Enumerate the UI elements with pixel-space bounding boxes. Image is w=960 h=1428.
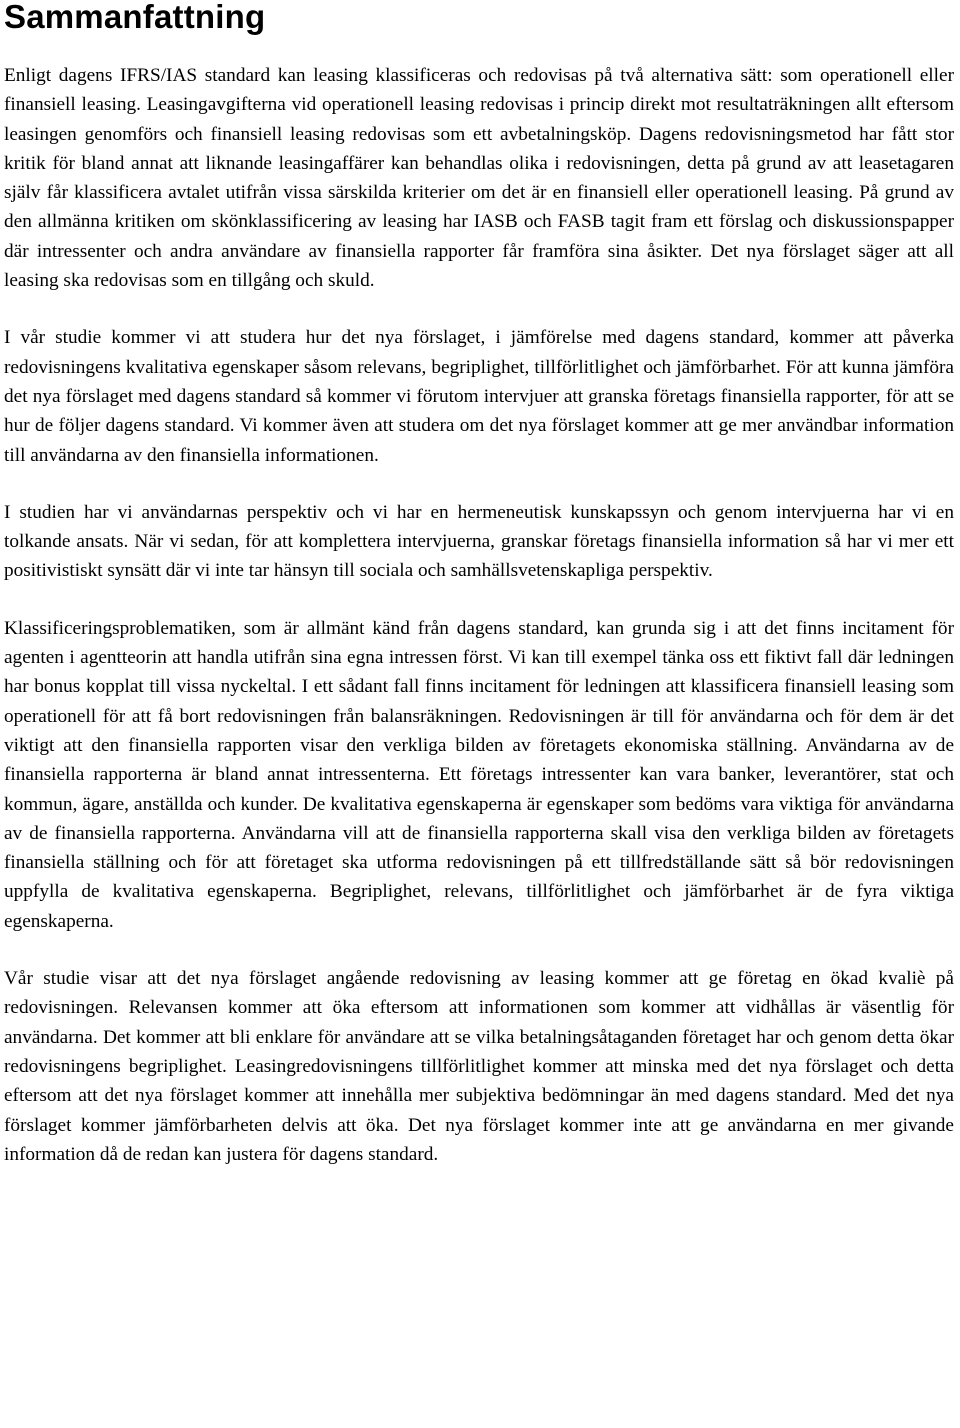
paragraph-intro: Enligt dagens IFRS/IAS standard kan leasing klassificeras och redovisas på två alternativa sätt: som operationell eller finansiell leasing. Leasingavgifterna vid operationell leasing redovisas i princip direkt mot resultaträkningen allt eftersom leasingen genomförs och finansiell leasing redovisas som ett avbetalningsköp. Dagens redovisningsmetod har fått stor kritik för bland annat att liknande leasingaffärer kan behandlas olika i redovisningen, detta på grund av att leasetagaren själv får klassificera avtalet utifrån vissa särskilda kriterier om det är en finansiell eller operationell leasing. På grund av den allmänna kritiken om skönklassificering av leasing har IASB och FASB tagit fram ett förslag och diskussionspapper där intressenter och andra användare av finansiella rapporter får framföra sina åsikter. Det nya förslaget säger att all leasing ska redovisas som en tillgång och skuld.	[4, 65, 954, 292]
document-page	[4, 0, 954, 1169]
page-title: Sammanfattning	[4, 0, 266, 35]
paragraph-study-purpose: I vår studie kommer vi att studera hur det nya förslaget, i jämförelse med dagens standard, kommer att påverka redovisningens kvalitativa egenskaper såsom relevans, begriplighet, tillförlitlighet och jämförbarhet. För att kunna jämföra det nya förslaget med dagens standard så kommer vi förutom intervjuer att granska företags finansiella rapporter, för att se hur de följer dagens standard. Vi kommer även att studera om det nya förslaget kommer att ge mer användbar information till användarna av den finansiella informationen.	[4, 327, 954, 466]
paragraph-method: I studien har vi användarnas perspektiv och vi har en hermeneutisk kunskapssyn och genom intervjuerna har vi en tolkande ansats. När vi sedan, för att komplettera intervjuerna, granskar företags finansiella information så har vi mer ett positivistiskt synsätt där vi inte tar hänsyn till sociala och samhällsvetenskapliga perspektiv.	[4, 501, 954, 582]
paragraph-theory: Klassificeringsproblematiken, som är allmänt känd från dagens standard, kan grunda sig i att det finns incitament för agenten i agentteorin att handla utifrån sina egna intressen först. Vi kan till exempel tänka oss ett fiktivt fall där ledningen har bonus kopplat till vissa nyckeltal. I ett sådant fall finns incitament för ledningen att klassificera finansiell leasing som operationell för att få bort redovisningen från balansräkningen. Redovisningen är till för användarna och för dem är det viktigt att den finansiella rapporten visar den verkliga bilden av företagets ekonomiska ställning. Användarna av de finansiella rapporterna är bland annat intressenterna. Ett företags intressenter kan vara banker, leverantörer, stat och kommun, ägare, anställda och kunder. De kvalitativa egenskaperna är egenskaper som bedöms vara viktiga för användarna av de finansiella rapporterna. Användarna vill att de finansiella rapporterna skall visa den verkliga bilden av företagets finansiella ställning och för att företaget ska utforma redovisningen på ett tillfredställande sätt så bör redovisningen uppfylla de kvalitativa egenskaperna. Begriplighet, relevans, tillförlitlighet och jämförbarhet är de fyra viktiga egenskaperna.	[4, 617, 954, 932]
paragraph-conclusion: Vår studie visar att det nya förslaget angående redovisning av leasing kommer att ge företag en ökad kvaliè på redovisningen. Relevansen kommer att öka eftersom att informationen som kommer att vidhållas är väsentlig för användarna. Det kommer att bli enklare för användare att se vilka betalningsåtaganden företaget har och genom detta ökar redovisningens begriplighet. Leasingredovisningens tillförlitlighet kommer att minska med det nya förslaget och detta eftersom att det nya förslaget kommer att innehålla mer subjektiva bedömningar än med dagens standard. Med det nya förslaget kommer jämförbarheten delvis att öka. Det nya förslaget kommer inte att ge användarna en mer givande information då de redan kan justera för dagens standard.	[4, 968, 954, 1165]
